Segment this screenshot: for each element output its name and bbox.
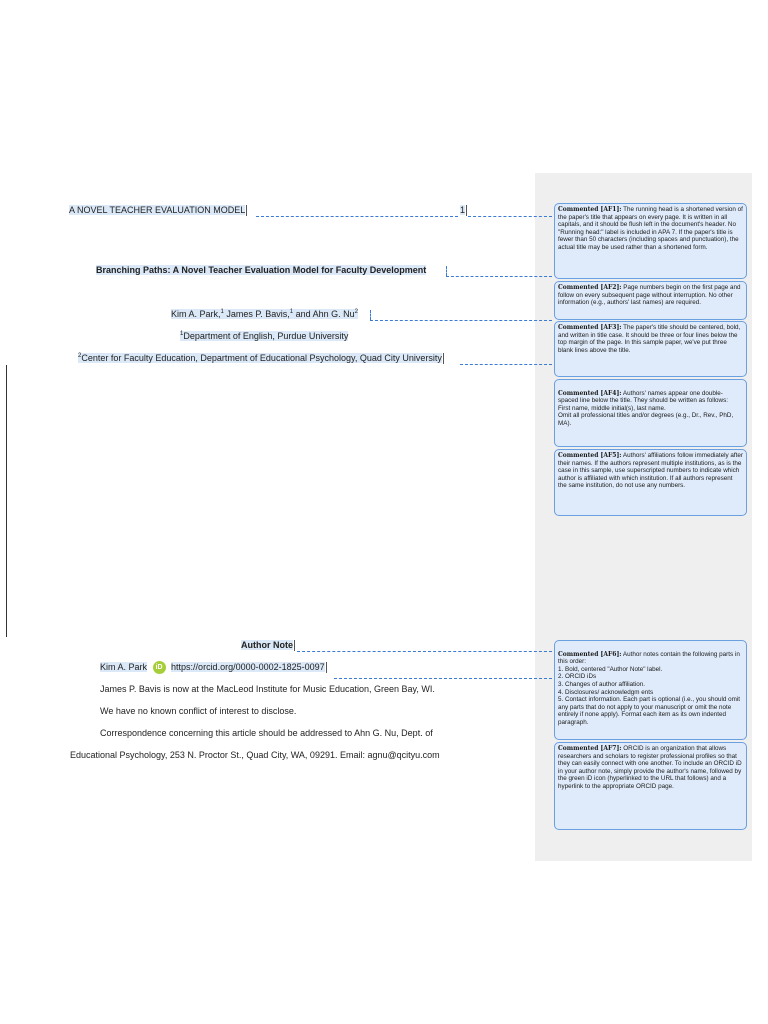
author-park-sup: 1 <box>220 309 224 315</box>
correspondence-paragraph-line2: Educational Psychology, 253 N. Proctor St., Quad City, WA, 09291. Email: agnu@qcityu.com <box>70 750 440 760</box>
comment-af1-text: The running head is a shortened version of the paper's title that appears on every page. It is written in all capitals, and it should be flush left in the document's header. No "Running head:" label is included in APA 7. If the paper's title is fewer than 50 characters (including spaces and punctuation), the actual title may be used rather than a shortened form. <box>558 206 743 251</box>
comment-af3[interactable] <box>554 321 747 377</box>
comment-af4-text: Authors' names appear one double-spaced line below the title. They should be written as follows: First name, middle initial(s), last name. Omit all professional titles and/or degrees (e.g., Dr., Rev., PhD, MA). <box>558 389 734 427</box>
comment-af5-text: Authors' affiliations follow immediately after their names. If the authors represent multiple institutions, as is the case in this sample, use superscripted numbers to indicate which author is affiliated with which institution. If all authors represent the same institution, do not use any numbers. <box>558 452 743 490</box>
comment-af5-tag: Commented [AF5]: <box>558 452 622 459</box>
affiliation-2-text: Center for Faculty Education, Department of Educational Psychology, Quad City University <box>81 353 442 363</box>
orcid-link[interactable]: https://orcid.org/0000-0002-1825-0097 <box>171 661 325 672</box>
comment-af4[interactable] <box>554 379 747 447</box>
running-head[interactable] <box>69 205 247 216</box>
comment-af3-tag: Commented [AF3]: <box>558 324 622 331</box>
comment-af2[interactable] <box>554 281 747 320</box>
affiliation-change-paragraph: James P. Bavis is now at the MacLeod Institute for Music Education, Green Bay, WI. <box>100 684 435 694</box>
comment-af1-tag: Commented [AF1]: <box>558 206 622 213</box>
comment-af7[interactable] <box>554 742 747 830</box>
change-bar <box>6 365 7 637</box>
affiliation-2-sup: 2 <box>78 353 82 359</box>
author-bavis: James P. Bavis, <box>223 309 290 319</box>
paper-title-text: Branching Paths: A Novel Teacher Evaluation Model for Faculty Development <box>96 265 427 275</box>
comment-af6-tag: Commented [AF6]: <box>558 650 622 658</box>
correspondence-paragraph-line1: Correspondence concerning this article should be addressed to Ahn G. Nu, Dept. of <box>100 728 433 738</box>
author-note-heading[interactable] <box>241 640 295 651</box>
author-list[interactable] <box>171 309 358 320</box>
comment-af1[interactable] <box>554 203 747 279</box>
author-park: Kim A. Park, <box>171 309 221 319</box>
page-number[interactable] <box>460 205 467 216</box>
comment-af7-tag: Commented [AF7]: <box>558 745 622 752</box>
affiliation-2[interactable] <box>78 353 444 364</box>
comment-af4-tag: Commented [AF4]: <box>558 389 622 397</box>
author-nu: and Ahn G. Nu <box>293 309 355 319</box>
orcid-line[interactable] <box>100 661 327 674</box>
comment-af5[interactable] <box>554 449 747 516</box>
author-bavis-sup: 1 <box>289 309 294 315</box>
comment-af3-text: The paper's title should be centered, bold, and written in title case. It should be three or four lines below the top margin of the page. In this sample paper, we've put three blank lines above the title. <box>558 324 741 354</box>
affiliation-1-text: Department of English, Purdue University <box>183 331 349 341</box>
comment-af2-text: Page numbers begin on the first page and follow on every subsequent page without interruption. No other information (e.g., authors' last names) are required. <box>558 284 741 307</box>
author-nu-sup: 2 <box>354 309 358 315</box>
page-number-text: 1 <box>460 205 466 215</box>
comment-af7-text: ORCID is an organization that allows researchers and scholars to register professional profiles so that they can easily connect with one another. To include an ORCID iD in your author note, simply provide the author's name, followed by the green iD icon (hyperlinked to the URL that follows) and a hyperlink to the appropriate ORCID page. <box>558 745 742 790</box>
paper-title[interactable] <box>96 265 426 276</box>
author-note-heading-text: Author Note <box>241 640 293 650</box>
orcid-icon[interactable]: iD <box>153 661 166 674</box>
disclosure-paragraph: We have no known conflict of interest to disclose. <box>100 706 297 716</box>
comment-af6-text: Author notes contain the following parts in this order: 1. Bold, centered "Author Note" label. 2. ORCID iDs 3. Changes of author affiliation. 4. Disclosures/ acknowledgm ents 5. Contact information. Each part is optional (i.e., you should omit any parts that do not apply to your manuscript or omit the note entirely if none apply). Format each item as its own indented paragraph. <box>558 650 741 726</box>
running-head-text: A NOVEL TEACHER EVALUATION MODEL <box>69 205 246 215</box>
orcid-author-name: Kim A. Park <box>100 661 148 672</box>
affiliation-1[interactable] <box>180 331 348 342</box>
comment-af2-tag: Commented [AF2]: <box>558 284 622 291</box>
affiliation-1-sup: 1 <box>180 331 184 337</box>
comment-af6[interactable] <box>554 640 747 740</box>
